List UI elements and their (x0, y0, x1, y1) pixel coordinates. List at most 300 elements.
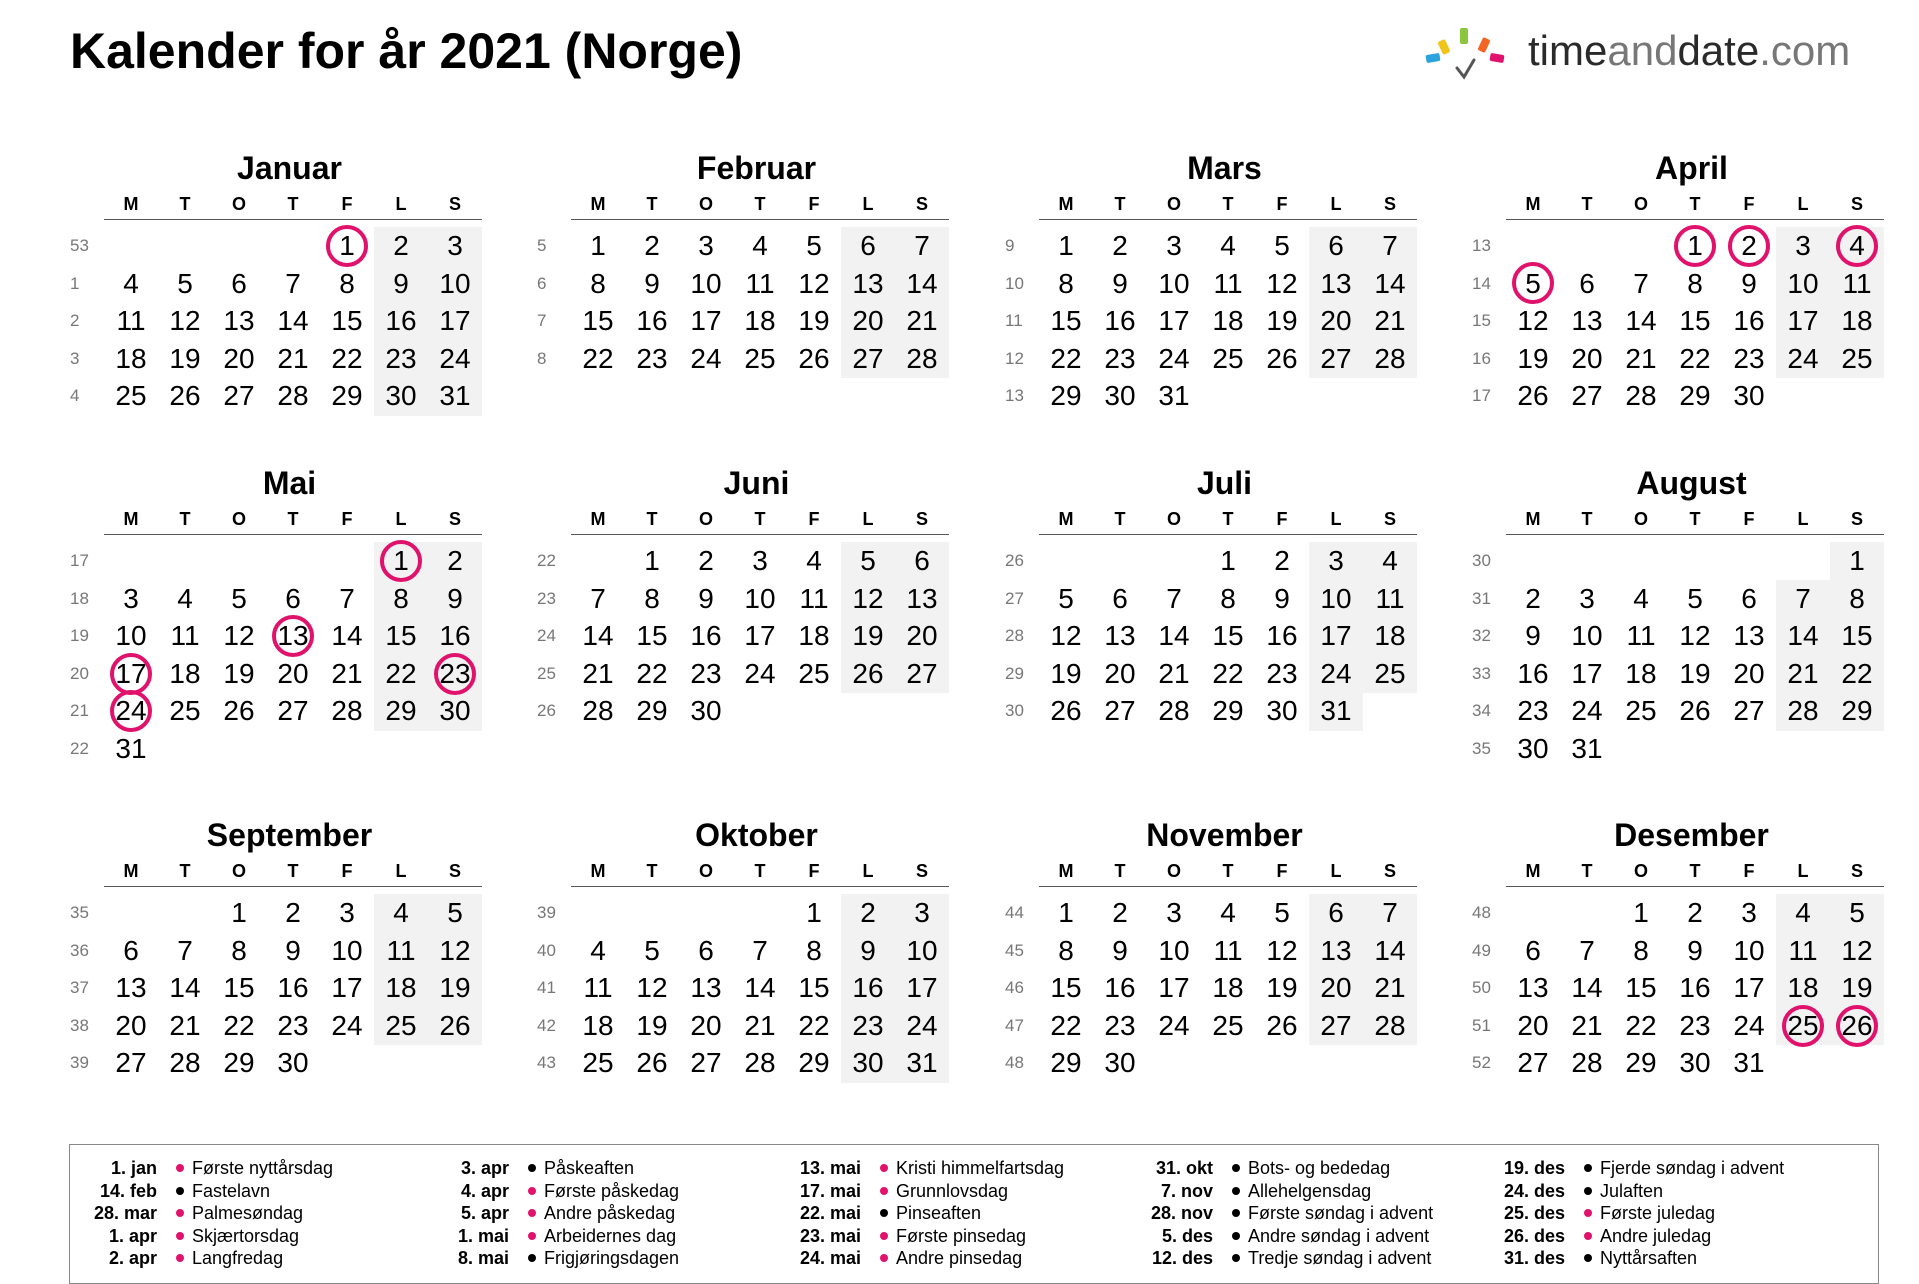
day-cell[interactable]: 27 (1320, 342, 1352, 374)
day-cell[interactable]: 27 (690, 1047, 722, 1079)
day-cell[interactable]: 22 (1625, 1009, 1657, 1041)
day-cell[interactable]: 3 (339, 897, 355, 928)
day-cell[interactable]: 20 (1320, 305, 1352, 337)
day-cell[interactable]: 24 (690, 342, 722, 374)
day-cell[interactable]: 6 (1328, 230, 1344, 261)
day-cell[interactable]: 19 (798, 305, 830, 337)
day-cell[interactable]: 15 (582, 305, 614, 337)
day-cell[interactable]: 30 (1104, 380, 1136, 412)
day-cell[interactable]: 7 (1382, 230, 1398, 261)
day-cell[interactable]: 12 (439, 934, 471, 966)
day-cell[interactable]: 14 (906, 267, 938, 299)
day-cell[interactable]: 30 (852, 1047, 884, 1079)
day-cell[interactable]: 20 (223, 342, 255, 374)
day-cell[interactable]: 8 (1849, 582, 1865, 614)
day-cell[interactable]: 4 (393, 897, 409, 928)
day-cell[interactable]: 27 (906, 657, 938, 689)
day-cell[interactable]: 15 (1625, 972, 1657, 1004)
day-cell[interactable]: 6 (123, 934, 139, 966)
day-cell[interactable]: 10 (1158, 934, 1190, 966)
day-cell[interactable]: 18 (385, 972, 417, 1004)
day-cell[interactable]: 28 (331, 695, 363, 727)
day-cell[interactable]: 10 (1571, 620, 1603, 652)
day-cell[interactable]: 13 (852, 267, 884, 299)
day-cell[interactable]: 9 (698, 582, 714, 614)
day-cell[interactable]: 18 (1212, 305, 1244, 337)
day-cell[interactable]: 3 (447, 230, 463, 261)
day-cell[interactable]: 21 (1625, 342, 1657, 374)
day-cell[interactable]: 7 (339, 582, 355, 614)
day-cell[interactable]: 25 (798, 657, 830, 689)
day-cell[interactable]: 28 (169, 1047, 201, 1079)
day-cell[interactable]: 19 (852, 620, 884, 652)
day-cell[interactable]: 14 (1571, 972, 1603, 1004)
day-cell[interactable]: 25 (1787, 1009, 1819, 1041)
day-cell[interactable]: 11 (1375, 582, 1405, 614)
day-cell[interactable]: 3 (1166, 230, 1182, 261)
day-cell[interactable]: 13 (1104, 620, 1136, 652)
day-cell[interactable]: 22 (385, 657, 417, 689)
day-cell[interactable]: 22 (798, 1009, 830, 1041)
day-cell[interactable]: 11 (170, 620, 200, 652)
day-cell[interactable]: 19 (1266, 305, 1298, 337)
day-cell[interactable]: 16 (1266, 620, 1298, 652)
day-cell[interactable]: 13 (1320, 934, 1352, 966)
day-cell[interactable]: 13 (115, 972, 147, 1004)
day-cell[interactable]: 30 (277, 1047, 309, 1079)
day-cell[interactable]: 9 (860, 934, 876, 966)
day-cell[interactable]: 30 (1733, 380, 1765, 412)
day-cell[interactable]: 27 (115, 1047, 147, 1079)
day-cell[interactable]: 30 (1517, 733, 1549, 764)
day-cell[interactable]: 20 (1571, 342, 1603, 374)
day-cell[interactable]: 8 (393, 582, 409, 614)
day-cell[interactable]: 23 (277, 1009, 309, 1041)
day-cell[interactable]: 7 (1382, 897, 1398, 928)
day-cell[interactable]: 21 (169, 1009, 201, 1041)
day-cell[interactable]: 8 (1633, 934, 1649, 966)
day-cell[interactable]: 11 (1842, 267, 1872, 299)
day-cell[interactable]: 23 (1679, 1009, 1711, 1041)
day-cell[interactable]: 29 (1841, 695, 1873, 727)
day-cell[interactable]: 29 (331, 380, 363, 412)
day-cell[interactable]: 8 (1058, 934, 1074, 966)
day-cell[interactable]: 26 (1841, 1009, 1873, 1041)
day-cell[interactable]: 21 (277, 342, 309, 374)
day-cell[interactable]: 11 (1626, 620, 1656, 652)
day-cell[interactable]: 20 (1517, 1009, 1549, 1041)
day-cell[interactable]: 15 (636, 620, 668, 652)
day-cell[interactable]: 3 (1795, 230, 1811, 261)
day-cell[interactable]: 26 (852, 657, 884, 689)
day-cell[interactable]: 5 (644, 934, 660, 966)
day-cell[interactable]: 14 (1625, 305, 1657, 337)
day-cell[interactable]: 7 (1579, 934, 1595, 966)
day-cell[interactable]: 7 (177, 934, 193, 966)
day-cell[interactable]: 18 (1787, 972, 1819, 1004)
day-cell[interactable]: 9 (1112, 934, 1128, 966)
day-cell[interactable]: 11 (799, 582, 829, 614)
day-cell[interactable]: 20 (690, 1009, 722, 1041)
day-cell[interactable]: 31 (906, 1047, 938, 1079)
day-cell[interactable]: 12 (798, 267, 830, 299)
day-cell[interactable]: 23 (690, 657, 722, 689)
day-cell[interactable]: 8 (806, 934, 822, 966)
day-cell[interactable]: 22 (1212, 657, 1244, 689)
day-cell[interactable]: 28 (906, 342, 938, 374)
day-cell[interactable]: 2 (1687, 897, 1703, 928)
day-cell[interactable]: 30 (1679, 1047, 1711, 1079)
day-cell[interactable]: 1 (1633, 897, 1649, 928)
day-cell[interactable]: 29 (385, 695, 417, 727)
day-cell[interactable]: 21 (1374, 972, 1406, 1004)
day-cell[interactable]: 23 (1517, 695, 1549, 727)
day-cell[interactable]: 28 (1625, 380, 1657, 412)
day-cell[interactable]: 12 (1679, 620, 1711, 652)
day-cell[interactable]: 5 (860, 545, 876, 576)
day-cell[interactable]: 19 (1679, 657, 1711, 689)
day-cell[interactable]: 21 (1571, 1009, 1603, 1041)
day-cell[interactable]: 17 (744, 620, 776, 652)
day-cell[interactable]: 16 (1104, 305, 1136, 337)
day-cell[interactable]: 16 (1679, 972, 1711, 1004)
day-cell[interactable]: 7 (285, 267, 301, 299)
day-cell[interactable]: 18 (798, 620, 830, 652)
day-cell[interactable]: 10 (115, 620, 147, 652)
day-cell[interactable]: 8 (1058, 267, 1074, 299)
day-cell[interactable]: 24 (1158, 1009, 1190, 1041)
day-cell[interactable]: 23 (385, 342, 417, 374)
day-cell[interactable]: 10 (744, 582, 776, 614)
day-cell[interactable]: 3 (752, 545, 768, 576)
day-cell[interactable]: 14 (1158, 620, 1190, 652)
day-cell[interactable]: 6 (698, 934, 714, 966)
day-cell[interactable]: 5 (231, 582, 247, 614)
day-cell[interactable]: 13 (1571, 305, 1603, 337)
day-cell[interactable]: 7 (752, 934, 768, 966)
day-cell[interactable]: 31 (1733, 1047, 1765, 1079)
day-cell[interactable]: 14 (169, 972, 201, 1004)
day-cell[interactable]: 18 (1212, 972, 1244, 1004)
day-cell[interactable]: 16 (385, 305, 417, 337)
day-cell[interactable]: 25 (169, 695, 201, 727)
day-cell[interactable]: 15 (1212, 620, 1244, 652)
day-cell[interactable]: 17 (439, 305, 471, 337)
day-cell[interactable]: 28 (277, 380, 309, 412)
day-cell[interactable]: 22 (1841, 657, 1873, 689)
day-cell[interactable]: 26 (798, 342, 830, 374)
day-cell[interactable]: 3 (1741, 897, 1757, 928)
day-cell[interactable]: 4 (1382, 545, 1398, 576)
day-cell[interactable]: 12 (1517, 305, 1549, 337)
day-cell[interactable]: 6 (1741, 582, 1757, 614)
day-cell[interactable]: 12 (1266, 267, 1298, 299)
day-cell[interactable]: 17 (690, 305, 722, 337)
day-cell[interactable]: 8 (1687, 267, 1703, 299)
day-cell[interactable]: 13 (223, 305, 255, 337)
day-cell[interactable]: 16 (636, 305, 668, 337)
day-cell[interactable]: 6 (860, 230, 876, 261)
day-cell[interactable]: 10 (906, 934, 938, 966)
day-cell[interactable]: 19 (169, 342, 201, 374)
day-cell[interactable]: 12 (1266, 934, 1298, 966)
day-cell[interactable]: 4 (1220, 897, 1236, 928)
day-cell[interactable]: 13 (1320, 267, 1352, 299)
day-cell[interactable]: 10 (439, 267, 471, 299)
day-cell[interactable]: 5 (806, 230, 822, 261)
day-cell[interactable]: 27 (277, 695, 309, 727)
day-cell[interactable]: 23 (636, 342, 668, 374)
day-cell[interactable]: 30 (439, 695, 471, 727)
day-cell[interactable]: 7 (1633, 267, 1649, 299)
day-cell[interactable]: 24 (1733, 1009, 1765, 1041)
day-cell[interactable]: 28 (1374, 342, 1406, 374)
day-cell[interactable]: 11 (1213, 934, 1243, 966)
day-cell[interactable]: 29 (1212, 695, 1244, 727)
day-cell[interactable]: 27 (1733, 695, 1765, 727)
day-cell[interactable]: 5 (1687, 582, 1703, 614)
day-cell[interactable]: 29 (1625, 1047, 1657, 1079)
day-cell[interactable]: 6 (1112, 582, 1128, 614)
day-cell[interactable]: 4 (590, 934, 606, 966)
day-cell[interactable]: 19 (223, 657, 255, 689)
day-cell[interactable]: 4 (1633, 582, 1649, 614)
day-cell[interactable]: 10 (1158, 267, 1190, 299)
day-cell[interactable]: 5 (1525, 267, 1541, 299)
day-cell[interactable]: 14 (582, 620, 614, 652)
day-cell[interactable]: 14 (744, 972, 776, 1004)
day-cell[interactable]: 27 (1571, 380, 1603, 412)
day-cell[interactable]: 11 (116, 305, 146, 337)
day-cell[interactable]: 25 (1212, 342, 1244, 374)
day-cell[interactable]: 17 (1787, 305, 1819, 337)
day-cell[interactable]: 7 (590, 582, 606, 614)
day-cell[interactable]: 24 (1320, 657, 1352, 689)
day-cell[interactable]: 8 (231, 934, 247, 966)
day-cell[interactable]: 22 (331, 342, 363, 374)
day-cell[interactable]: 17 (1733, 972, 1765, 1004)
day-cell[interactable]: 28 (582, 695, 614, 727)
day-cell[interactable]: 17 (906, 972, 938, 1004)
day-cell[interactable]: 1 (1849, 545, 1865, 576)
day-cell[interactable]: 19 (1266, 972, 1298, 1004)
day-cell[interactable]: 18 (169, 657, 201, 689)
day-cell[interactable]: 6 (1525, 934, 1541, 966)
day-cell[interactable]: 31 (1158, 380, 1190, 412)
day-cell[interactable]: 28 (1571, 1047, 1603, 1079)
day-cell[interactable]: 9 (1274, 582, 1290, 614)
day-cell[interactable]: 17 (1320, 620, 1352, 652)
day-cell[interactable]: 15 (331, 305, 363, 337)
day-cell[interactable]: 5 (1058, 582, 1074, 614)
day-cell[interactable]: 25 (1625, 695, 1657, 727)
day-cell[interactable]: 6 (1328, 897, 1344, 928)
day-cell[interactable]: 14 (1374, 267, 1406, 299)
day-cell[interactable]: 4 (752, 230, 768, 261)
day-cell[interactable]: 1 (393, 545, 409, 576)
day-cell[interactable]: 5 (1274, 897, 1290, 928)
day-cell[interactable]: 19 (1517, 342, 1549, 374)
day-cell[interactable]: 23 (1104, 1009, 1136, 1041)
day-cell[interactable]: 25 (1212, 1009, 1244, 1041)
day-cell[interactable]: 26 (1266, 342, 1298, 374)
day-cell[interactable]: 19 (1050, 657, 1082, 689)
day-cell[interactable]: 4 (1220, 230, 1236, 261)
day-cell[interactable]: 26 (1517, 380, 1549, 412)
day-cell[interactable]: 9 (285, 934, 301, 966)
day-cell[interactable]: 8 (644, 582, 660, 614)
day-cell[interactable]: 26 (439, 1009, 471, 1041)
day-cell[interactable]: 23 (1733, 342, 1765, 374)
day-cell[interactable]: 22 (223, 1009, 255, 1041)
day-cell[interactable]: 1 (644, 545, 660, 576)
day-cell[interactable]: 10 (331, 934, 363, 966)
day-cell[interactable]: 24 (331, 1009, 363, 1041)
day-cell[interactable]: 4 (806, 545, 822, 576)
day-cell[interactable]: 26 (1050, 695, 1082, 727)
day-cell[interactable]: 26 (1679, 695, 1711, 727)
day-cell[interactable]: 20 (852, 305, 884, 337)
day-cell[interactable]: 8 (590, 267, 606, 299)
day-cell[interactable]: 18 (744, 305, 776, 337)
day-cell[interactable]: 31 (1571, 733, 1603, 764)
day-cell[interactable]: 14 (1787, 620, 1819, 652)
day-cell[interactable]: 15 (1841, 620, 1873, 652)
day-cell[interactable]: 18 (115, 342, 147, 374)
day-cell[interactable]: 14 (1374, 934, 1406, 966)
day-cell[interactable]: 27 (1320, 1009, 1352, 1041)
day-cell[interactable]: 26 (636, 1047, 668, 1079)
day-cell[interactable]: 22 (1050, 342, 1082, 374)
day-cell[interactable]: 6 (1579, 267, 1595, 299)
day-cell[interactable]: 26 (1266, 1009, 1298, 1041)
day-cell[interactable]: 16 (1104, 972, 1136, 1004)
day-cell[interactable]: 16 (852, 972, 884, 1004)
day-cell[interactable]: 29 (1679, 380, 1711, 412)
day-cell[interactable]: 25 (115, 380, 147, 412)
day-cell[interactable]: 28 (1787, 695, 1819, 727)
day-cell[interactable]: 10 (1320, 582, 1352, 614)
day-cell[interactable]: 21 (1374, 305, 1406, 337)
day-cell[interactable]: 9 (393, 267, 409, 299)
day-cell[interactable]: 3 (1166, 897, 1182, 928)
day-cell[interactable]: 28 (1374, 1009, 1406, 1041)
day-cell[interactable]: 20 (1320, 972, 1352, 1004)
day-cell[interactable]: 12 (169, 305, 201, 337)
day-cell[interactable]: 2 (1741, 230, 1757, 261)
day-cell[interactable]: 10 (690, 267, 722, 299)
day-cell[interactable]: 14 (331, 620, 363, 652)
day-cell[interactable]: 25 (744, 342, 776, 374)
day-cell[interactable]: 24 (115, 695, 147, 727)
day-cell[interactable]: 7 (914, 230, 930, 261)
day-cell[interactable]: 22 (582, 342, 614, 374)
day-cell[interactable]: 25 (1841, 342, 1873, 374)
day-cell[interactable]: 27 (223, 380, 255, 412)
day-cell[interactable]: 21 (331, 657, 363, 689)
day-cell[interactable]: 15 (1679, 305, 1711, 337)
day-cell[interactable]: 19 (439, 972, 471, 1004)
day-cell[interactable]: 25 (582, 1047, 614, 1079)
day-cell[interactable]: 1 (231, 897, 247, 928)
day-cell[interactable]: 12 (636, 972, 668, 1004)
day-cell[interactable]: 10 (1787, 267, 1819, 299)
day-cell[interactable]: 1 (590, 230, 606, 261)
day-cell[interactable]: 29 (1050, 380, 1082, 412)
day-cell[interactable]: 12 (852, 582, 884, 614)
day-cell[interactable]: 14 (277, 305, 309, 337)
day-cell[interactable]: 29 (636, 695, 668, 727)
day-cell[interactable]: 13 (1733, 620, 1765, 652)
day-cell[interactable]: 24 (1571, 695, 1603, 727)
day-cell[interactable]: 19 (1841, 972, 1873, 1004)
day-cell[interactable]: 1 (1058, 897, 1074, 928)
day-cell[interactable]: 26 (169, 380, 201, 412)
day-cell[interactable]: 10 (1733, 934, 1765, 966)
day-cell[interactable]: 4 (1849, 230, 1865, 261)
day-cell[interactable]: 21 (906, 305, 938, 337)
day-cell[interactable]: 24 (744, 657, 776, 689)
day-cell[interactable]: 5 (1274, 230, 1290, 261)
day-cell[interactable]: 17 (1571, 657, 1603, 689)
day-cell[interactable]: 17 (1158, 305, 1190, 337)
day-cell[interactable]: 8 (1220, 582, 1236, 614)
day-cell[interactable]: 5 (177, 267, 193, 299)
day-cell[interactable]: 21 (1158, 657, 1190, 689)
day-cell[interactable]: 6 (914, 545, 930, 576)
day-cell[interactable]: 3 (1579, 582, 1595, 614)
day-cell[interactable]: 29 (1050, 1047, 1082, 1079)
day-cell[interactable]: 4 (123, 267, 139, 299)
day-cell[interactable]: 30 (1104, 1047, 1136, 1079)
day-cell[interactable]: 9 (1741, 267, 1757, 299)
day-cell[interactable]: 23 (852, 1009, 884, 1041)
day-cell[interactable]: 29 (798, 1047, 830, 1079)
day-cell[interactable]: 18 (1374, 620, 1406, 652)
day-cell[interactable]: 24 (906, 1009, 938, 1041)
day-cell[interactable]: 9 (1525, 620, 1541, 652)
day-cell[interactable]: 3 (1328, 545, 1344, 576)
day-cell[interactable]: 19 (636, 1009, 668, 1041)
day-cell[interactable]: 5 (1849, 897, 1865, 928)
day-cell[interactable]: 3 (123, 582, 139, 614)
day-cell[interactable]: 1 (1058, 230, 1074, 261)
day-cell[interactable]: 29 (223, 1047, 255, 1079)
day-cell[interactable]: 16 (439, 620, 471, 652)
day-cell[interactable]: 2 (393, 230, 409, 261)
day-cell[interactable]: 16 (1517, 657, 1549, 689)
day-cell[interactable]: 15 (1050, 305, 1082, 337)
day-cell[interactable]: 18 (1625, 657, 1657, 689)
day-cell[interactable]: 1 (339, 230, 355, 261)
day-cell[interactable]: 2 (285, 897, 301, 928)
day-cell[interactable]: 9 (1687, 934, 1703, 966)
day-cell[interactable]: 15 (223, 972, 255, 1004)
day-cell[interactable]: 27 (1517, 1047, 1549, 1079)
day-cell[interactable]: 2 (1525, 582, 1541, 614)
day-cell[interactable]: 12 (1841, 934, 1873, 966)
day-cell[interactable]: 9 (1112, 267, 1128, 299)
day-cell[interactable]: 2 (1274, 545, 1290, 576)
day-cell[interactable]: 21 (744, 1009, 776, 1041)
day-cell[interactable]: 11 (1213, 267, 1243, 299)
day-cell[interactable]: 26 (223, 695, 255, 727)
day-cell[interactable]: 7 (1795, 582, 1811, 614)
day-cell[interactable]: 25 (1374, 657, 1406, 689)
day-cell[interactable]: 23 (439, 657, 471, 689)
day-cell[interactable]: 16 (277, 972, 309, 1004)
day-cell[interactable]: 22 (1679, 342, 1711, 374)
